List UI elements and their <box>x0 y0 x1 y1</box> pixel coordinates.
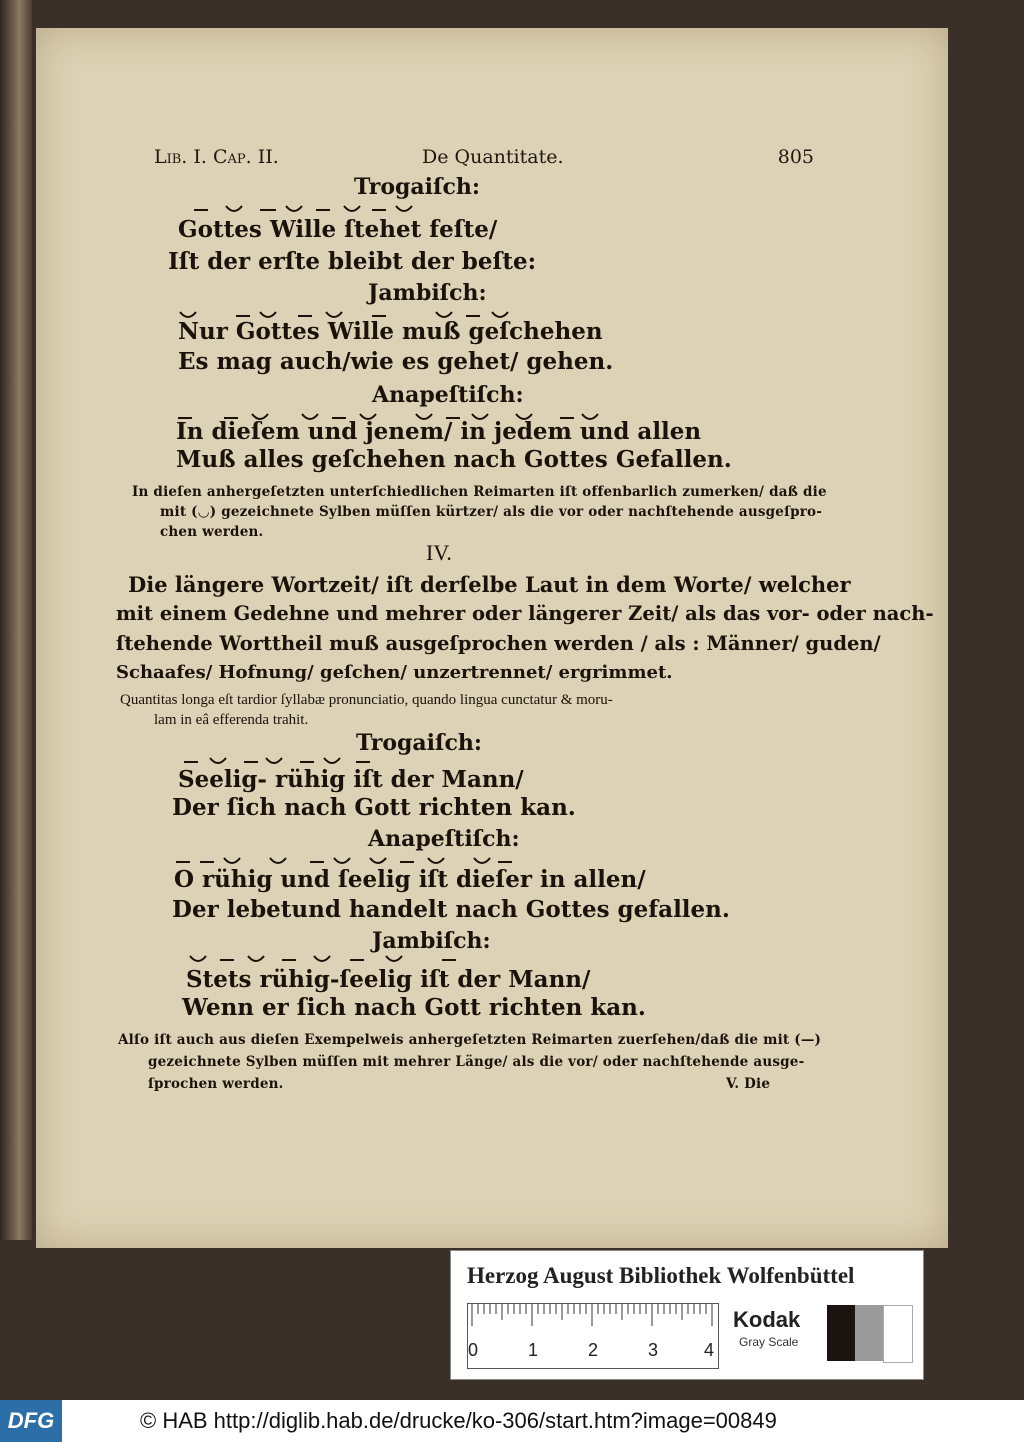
verse-line: Stets rühig-ſeelig iſt der Mann/ <box>186 966 591 993</box>
library-name: Herzog August Bibliothek Wolfenbüttel <box>467 1263 855 1288</box>
trochaic-heading-1: Trogaiſch: <box>354 174 481 200</box>
dfg-logo: DFG <box>0 1400 62 1442</box>
trochaic-heading-2: Trogaiſch: <box>356 730 483 756</box>
body-line: Die längere Wortzeit/ iſt derſelbe Laut in dem Worte/ welcher <box>128 572 851 597</box>
verse-line: Es mag auch/wie es gehet/ gehen. <box>178 348 614 375</box>
anapestic-heading-2: Anapeſtiſch: <box>368 826 520 852</box>
note-line: Alſo iſt auch aus dieſen Exempelweis anhergeſetzten Reimarten zuerſehen/daß die mit (—) <box>118 1032 822 1048</box>
ruler-number: 2 <box>588 1340 599 1360</box>
running-header <box>154 146 814 176</box>
note-line: In dieſen anhergeſetzten unterſchiedlichen Reimarten iſt offenbarlich zumerken/ daß die <box>132 484 827 500</box>
iambic-heading-1: Jambiſch: <box>368 280 487 306</box>
verse-line: Wenn er ſich nach Gott richten kan. <box>182 994 646 1021</box>
measurement-ruler <box>467 1303 719 1369</box>
swatch-black <box>827 1305 855 1361</box>
section-numeral: IV. <box>426 540 452 565</box>
verse-line: O rühig und ſeelig iſt dieſer in allen/ <box>174 866 646 893</box>
library-color-card <box>450 1250 924 1380</box>
body-line: ſtehende Worttheil muß ausgeſprochen werden / als : Männer/ guden/ <box>116 632 881 655</box>
note-line: mit (◡) gezeichnete Sylben müſſen kürtzer/ als die vor oder nachſtehende ausgeſpro- <box>160 504 823 520</box>
header-chapter-ref: Lib. I. Cap. II. <box>154 146 279 168</box>
kodak-label: Kodak <box>733 1307 801 1332</box>
note-line: chen werden. <box>160 524 264 540</box>
verse-line: Gottes Wille ſtehet feſte/ <box>178 216 498 243</box>
iambic-heading-2: Jambiſch: <box>372 928 491 954</box>
note-line: ſprochen werden. <box>148 1076 284 1092</box>
verse-line: Nur Gottes Wille muß geſchehen <box>178 318 603 345</box>
body-line: mit einem Gedehne und mehrer oder längerer Zeit/ als das vor- oder nach- <box>116 602 934 625</box>
ruler-number: 4 <box>704 1340 715 1360</box>
footer-bar <box>0 1400 1024 1442</box>
verse-line: Iſt der erſte bleibt der beſte: <box>168 248 537 275</box>
swatch-white <box>883 1305 913 1363</box>
verse-line: In dieſem und jenem/ in jedem und allen <box>176 418 702 445</box>
header-title: De Quantitate. <box>422 146 564 168</box>
ruler-number: 0 <box>468 1340 479 1360</box>
book-spine-edge <box>0 0 32 1240</box>
book-page <box>36 28 948 1248</box>
swatch-gray <box>855 1305 883 1361</box>
gray-scale-label: Gray Scale <box>739 1335 799 1349</box>
page-number: 805 <box>777 146 814 168</box>
copyright-text: © HAB http://diglib.hab.de/drucke/ko-306/start.htm?image=00849 <box>140 1408 777 1433</box>
body-line: Schaafes/ Hofnung/ geſchen/ unzertrennet/ ergrimmet. <box>116 662 673 683</box>
verse-line: Der lebetund handelt nach Gottes gefallen. <box>172 896 730 923</box>
ruler-number: 3 <box>648 1340 659 1360</box>
catchword: V. Die <box>726 1076 771 1092</box>
latin-line: Quantitas longa eſt tardior ſyllabæ pronunciatio, quando lingua cunctatur & moru- <box>120 692 613 708</box>
ruler-number: 1 <box>528 1340 539 1360</box>
anapestic-heading-1: Anapeſtiſch: <box>372 382 524 408</box>
verse-line: Muß alles geſchehen nach Gottes Gefallen. <box>176 446 732 473</box>
verse-line: Seelig- rühig iſt der Mann/ <box>178 766 524 793</box>
verse-line: Der ſich nach Gott richten kan. <box>172 794 576 821</box>
latin-line: lam in eâ efferenda trahit. <box>154 712 309 728</box>
note-line: gezeichnete Sylben müſſen mit mehrer Länge/ als die vor/ oder nachſtehende ausge- <box>148 1054 805 1070</box>
